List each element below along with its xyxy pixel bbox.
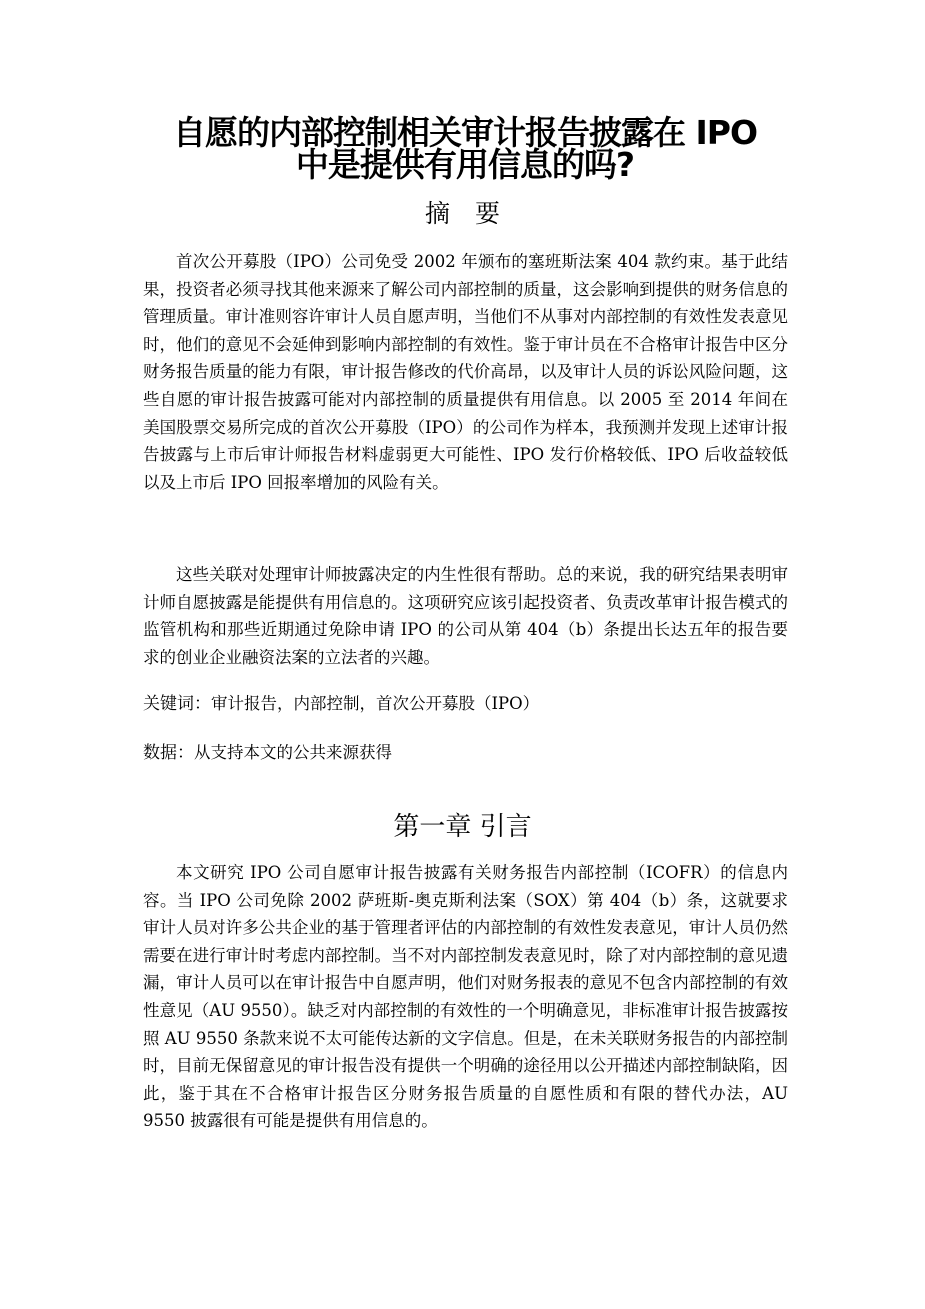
keywords-label: 关键词： — [143, 694, 211, 714]
data-text: 从支持本文的公共来源获得 — [194, 743, 392, 762]
paper-title-line-2: 中是提供有用信息的吗? — [295, 145, 635, 184]
paper-title-line-1: 自愿的内部控制相关审计报告披露在 IPO — [172, 113, 757, 152]
abstract-heading: 摘 要 — [424, 199, 500, 228]
abstract-paragraph-1: 首次公开募股（IPO）公司免受 2002 年颁布的塞班斯法案 404 款约束。基于此结果，投资者必须寻找其他来源来了解公司内部控制的质量，这会影响到提供的财务信息的管理质量。审计准则容许审计人员自愿声明，当他们不从事对内部控制的有效性发表意见时，他们的意见不会延伸到影响内部控制的有效性。鉴于审计员在不合格审计报告中区分财务报告质量的能力有限，审计报告修改的代价高昂，以及审计人员的诉讼风险问题，这些自愿的审计报告披露可能对内部控制的质量提供有用信息。以 2005 至 2014 年间在美国股票交易所完成的首次公开募股（IPO）的公司作为样本，我预测并发现上述审计报告披露与上市后审计师报告材料虚弱更大可能性、IPO 发行价格较低、IPO 后收益较低以及上市后 IPO 回报率增加的风险有关。 — [143, 252, 788, 492]
data-label: 数据： — [143, 743, 194, 763]
keywords-line — [143, 690, 788, 718]
chapter-heading: 第一章 引言 — [393, 812, 532, 842]
abstract-paragraph-2: 这些关联对处理审计师披露决定的内生性很有帮助。总的来说，我的研究结果表明审计师自愿披露是能提供有用信息的。这项研究应该引起投资者、负责改革审计报告模式的监管机构和那些近期通过免除申请 IPO 的公司从第 404（b）条提出长达五年的报告要求的创业企业融资法案的立法者的兴趣。 — [143, 565, 788, 667]
keywords-text: 审计报告，内部控制，首次公开募股（IPO） — [211, 694, 540, 713]
data-availability-line — [143, 739, 788, 767]
paper-title — [120, 113, 810, 184]
introduction-paragraph-1: 本文研究 IPO 公司自愿审计报告披露有关财务报告内部控制（ICOFR）的信息内容。当 IPO 公司免除 2002 萨班斯-奥克斯利法案（SOX）第 404（b）条，这就要求审计人员对许多公共企业的基于管理者评估的内部控制的有效性发表意见，审计人员仍然需要在进行审计时考虑内部控制。当不对内部控制发表意见时，除了对内部控制的意见遗漏，审计人员可以在审计报告中自愿声明，他们对财务报表的意见不包含内部控制的有效性意见（AU 9550）。缺乏对内部控制的有效性的一个明确意见，非标准审计报告披露按照 AU 9550 条款来说不太可能传达新的文字信息。但是，在未关联财务报告的内部控制时，目前无保留意见的审计报告没有提供一个明确的途径用以公开描述内部控制缺陷，因此，鉴于其在不合格审计报告区分财务报告质量的自愿性质和有限的替代办法，AU 9550 披露很有可能是提供有用信息的。 — [143, 863, 788, 1131]
